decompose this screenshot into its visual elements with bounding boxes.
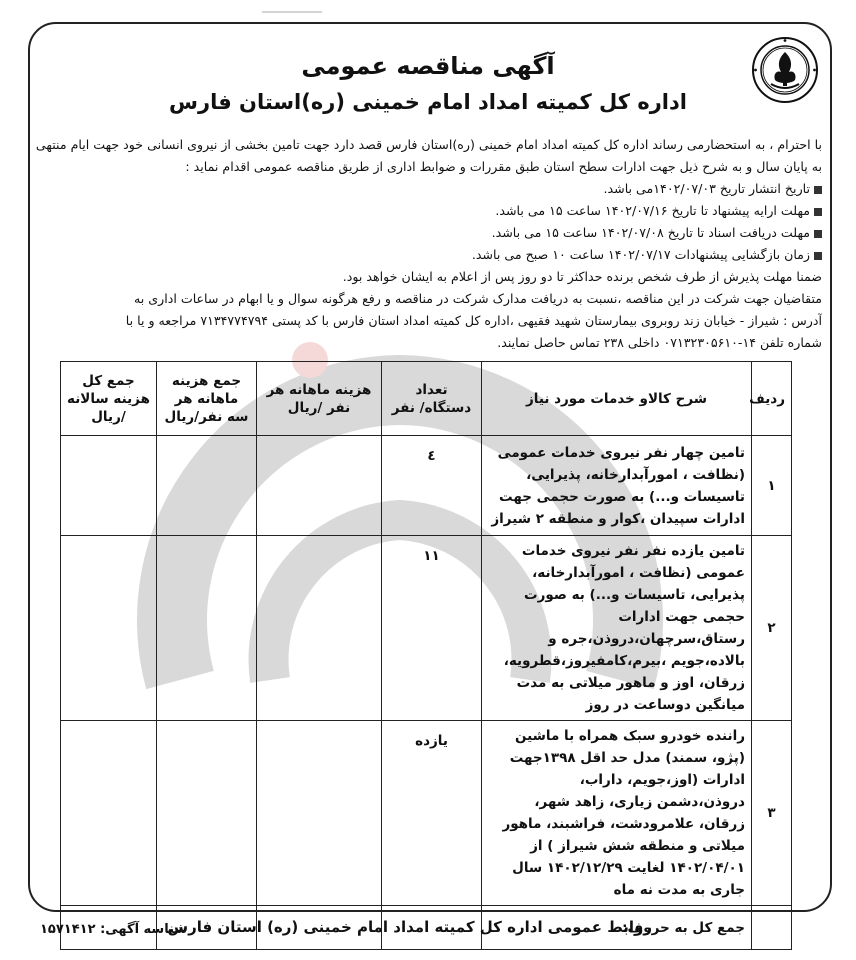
bullet-item: تاریخ انتشار تاریخ ۱۴۰۲/۰۷/۰۳می باشد. xyxy=(34,178,822,200)
body-line: به پایان سال و به شرح ذیل جهت ادارات سطح استان طبق مقررات و ضوابط اداری از طریق مناقصه عمومی اقدام نماید : xyxy=(185,159,822,174)
square-bullet-icon xyxy=(814,208,822,216)
row-number: ۳ xyxy=(752,721,792,906)
table-header-row xyxy=(61,362,792,436)
header-count: تعداد دستگاه/ نفر xyxy=(382,362,482,436)
square-bullet-icon xyxy=(814,186,822,194)
row-monthly-cost xyxy=(257,721,382,906)
row-annual-total xyxy=(61,721,157,906)
table-row xyxy=(61,721,792,906)
row-description: تامین چهار نفر نیروی خدمات عمومی (نظافت ، امورآبدارخانه، پذیرایی، تاسیسات و...) به صورت حجمی جهت ادارات سپیدان ،کوار و منطقه ۲ شیراز xyxy=(482,436,752,536)
square-bullet-icon xyxy=(814,230,822,238)
row-count: ۱۱ xyxy=(382,536,482,721)
row-monthly-cost xyxy=(257,436,382,536)
body-line: ضمنا مهلت پذیرش از طرف شخص برنده حداکثر تا دو روز پس از اعلام به ایشان خواهد بود. xyxy=(342,269,822,284)
row-number: ۱ xyxy=(752,436,792,536)
row-monthly-total xyxy=(157,721,257,906)
row-count: ٤ xyxy=(382,436,482,536)
notice-id: شناسه آگهی: ۱۵۷۱۴۱۲ xyxy=(40,922,188,937)
header-monthly-total: جمع هزینه ماهانه هر سه نفر/ریال xyxy=(157,362,257,436)
total-label: جمع کل به حروف: xyxy=(482,906,752,950)
header-monthly-cost: هزینه ماهانه هر نفر /ریال xyxy=(257,362,382,436)
row-description: راننده خودرو سبک همراه با ماشین (پژو، سمند) مدل حد اقل ۱۳۹۸جهت ادارات (اوز،جویم، داراب، دروذن،دشمن زیاری، زاهد شهر، زرقان، علامرودشت، فراشبند، ماهور میلاتی و منطقه شش شیراز ) از ۱۴۰۲/۰۴/۰۱ لغایت ۱۴۰۲/۱۲/۲۹ سال جاری به مدت نه ماه xyxy=(482,721,752,906)
row-annual-total xyxy=(61,536,157,721)
table-row xyxy=(61,536,792,721)
header-description: شرح کالاو خدمات مورد نیاز xyxy=(482,362,752,436)
row-monthly-total xyxy=(157,536,257,721)
body-line: آدرس : شیراز - خیابان زند روبروی بیمارستان شهید فقیهی ،اداره کل کمیته امداد استان فارس با کد پستی ۷۱۳۴۷۷۴۷۹۴ مراجعه و یا با xyxy=(125,313,822,328)
notice-body xyxy=(34,134,822,354)
header-row-number: ردیف xyxy=(752,362,792,436)
bullet-item: مهلت ارایه پیشنهاد تا تاریخ ۱۴۰۲/۰۷/۱۶ ساعت ۱۵ می باشد. xyxy=(34,200,822,222)
row-number: ۲ xyxy=(752,536,792,721)
footer-publisher: روابط عمومی اداره کل کمیته امداد امام خمینی (ره) استان فارس xyxy=(167,918,652,936)
square-bullet-icon xyxy=(814,252,822,260)
bullet-item: مهلت دریافت اسناد تا تاریخ ۱۴۰۲/۰۷/۰۸ ساعت ۱۵ می باشد. xyxy=(34,222,822,244)
emdad-committee-logo xyxy=(751,36,819,104)
body-line: متقاضیان جهت شرکت در این مناقصه ،نسبت به دریافت مدارک شرکت در مناقصه و رفع هرگونه سوال و یا ابهام در ساعات اداری به xyxy=(134,291,822,306)
tender-table xyxy=(60,361,792,950)
body-line: با احترام ، به استحضارمی رساند اداره کل کمیته امداد امام خمینی (ره)استان فارس قصد دارد جهت تامین بخشی از نیروی انسانی خود جهت ایام منتهی xyxy=(35,137,822,152)
bullet-item: زمان بازگشایی پیشنهادات ۱۴۰۲/۰۷/۱۷ ساعت ۱۰ صبح می باشد. xyxy=(34,244,822,266)
row-annual-total xyxy=(61,436,157,536)
footer xyxy=(40,916,822,942)
body-line: شماره تلفن ۱۴-۰۷۱۳۲۳۰۵۶۱۰ داخلی ۲۳۸ تماس حاصل نمایند. xyxy=(497,335,822,350)
row-description: تامین یازده نفر نفر نیروی خدمات عمومی (نظافت ، امورآبدارخانه، پذیرایی، تاسیسات و...) به صورت حجمی جهت ادارات رستاق،سرچهان،دروذن،جره و بالاده،جویم ،بیرم،کامفیروز،قطرویه، زرقان، اوز و ماهور میلاتی به مدت میانگین دوساعت در روز xyxy=(482,536,752,721)
page-subtitle: اداره کل کمیته امداد امام خمینی (ره)استان فارس xyxy=(169,90,687,114)
row-count: یازده xyxy=(382,721,482,906)
table-row xyxy=(61,436,792,536)
row-monthly-cost xyxy=(257,536,382,721)
header-annual-total: جمع کل هزینه سالانه /ریال xyxy=(61,362,157,436)
page-title: آگهی مناقصه عمومی xyxy=(301,52,555,80)
row-monthly-total xyxy=(157,436,257,536)
top-edge-mark xyxy=(262,0,322,6)
